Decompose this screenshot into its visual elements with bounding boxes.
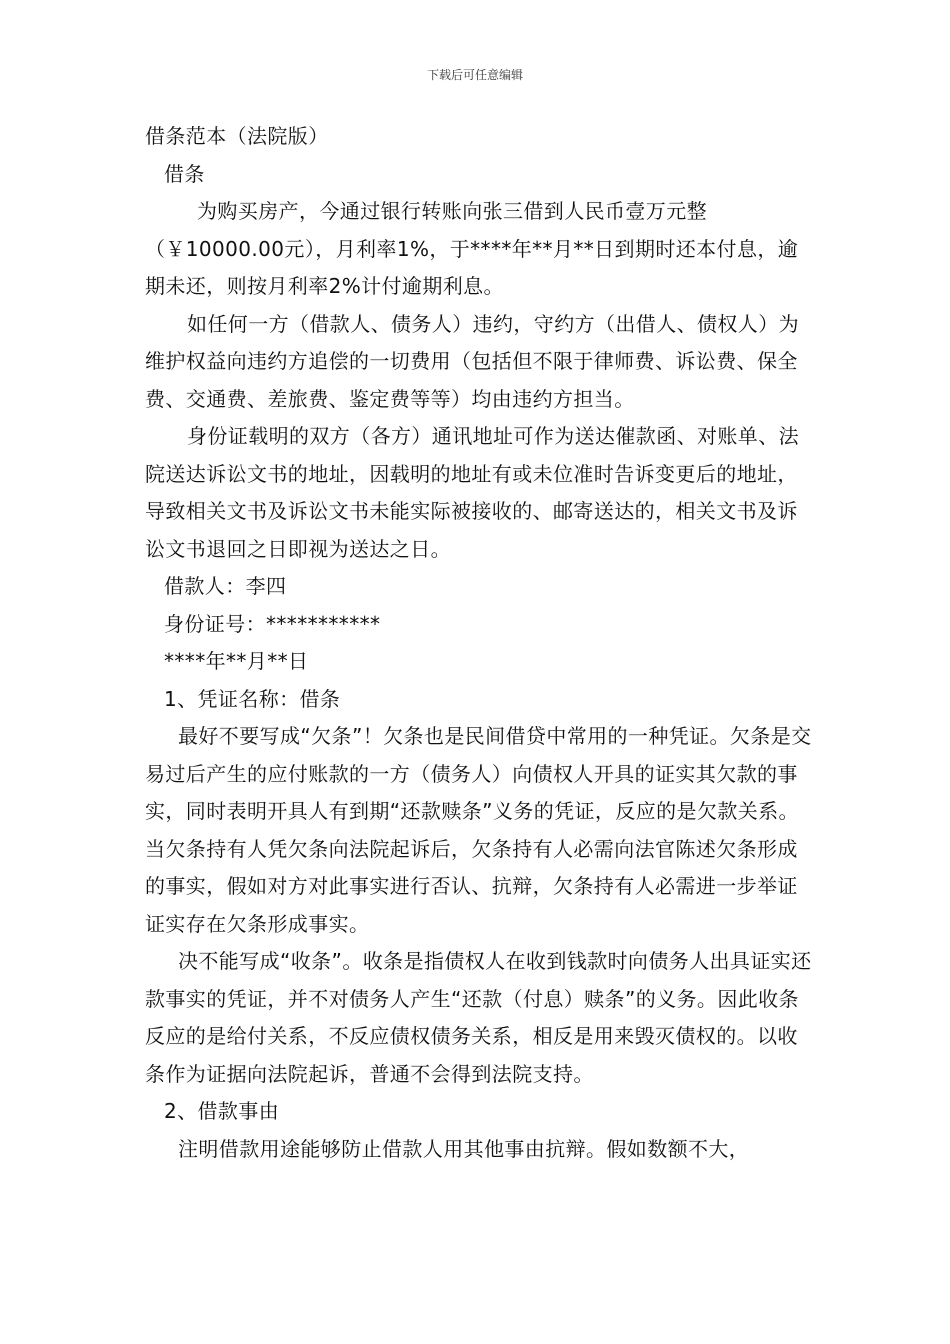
section-1-paragraph-iou: 最好不要写成“欠条”！欠条也是民间借贷中常用的一种凭证。欠条是交易过后产生的应付账款的一方（债务人）向债权人开具的证实其欠款的事实，同时表明开具人有到期“还款赎条”义务的凭证，反应的是欠款关系。当欠条持有人凭欠条向法院起诉后，欠条持有人必需向法官陈述欠条形成的事实，假如对方对此事实进行否认、抗辩，欠条持有人必需进一步举证证实存在欠条形成事实。 bbox=[145, 724, 812, 936]
paragraph-service-address: 身份证载明的双方（各方）通讯地址可作为送达催款函、对账单、法院送达诉讼文书的地址，因载明的地址有或未位准时告诉变更后的地址，导致相关文书及诉讼文书未能实际被接收的、邮寄送达的，相关文书及诉讼文书退回之日即视为送达之日。 bbox=[145, 424, 799, 561]
section-2-heading: 2、借款事由 bbox=[164, 1099, 280, 1123]
document-title: 借条范本（法院版） bbox=[145, 124, 329, 148]
section-1-heading: 1、凭证名称：借条 bbox=[164, 686, 341, 711]
date-line: ****年**月**日 bbox=[164, 649, 309, 673]
paragraph-breach-costs: 如任何一方（借款人、债务人）违约，守约方（出借人、债权人）为维护权益向违约方追偿的一切费用（包括但不限于律师费、诉讼费、保全费、交通费、差旅费、鉴定费等等）均由违约方担当。 bbox=[145, 311, 799, 411]
section-1-paragraph-receipt: 决不能写成“收条”。收条是指债权人在收到钱款时向债务人出具证实还款事实的凭证，并不对债务人产生“还款（付息）赎条”的义务。因此收条反应的是给付关系，不反应债权债务关系，相反是用来毁灭债权的。以收条作为证据向法院起诉，普通不会得到法院支持。 bbox=[145, 949, 812, 1086]
document-body bbox=[145, 118, 817, 1168]
page-header: 下载后可任意编辑 bbox=[426, 68, 523, 82]
document-subtitle: 借条 bbox=[164, 161, 205, 186]
paragraph-loan-terms: 为购买房产，今通过银行转账向张三借到人民币壹万元整（￥10000.00元），月利率1%，于****年**月**日到期时还本付息，逾期未还，则按月利率2%计付逾期利息。 bbox=[145, 199, 799, 298]
borrower-line: 借款人：李四 bbox=[164, 574, 287, 598]
section-2-paragraph: 注明借款用途能够防止借款人用其他事由抗辩。假如数额不大， bbox=[178, 1136, 750, 1161]
id-number-line: 身份证号：*********** bbox=[164, 611, 381, 636]
